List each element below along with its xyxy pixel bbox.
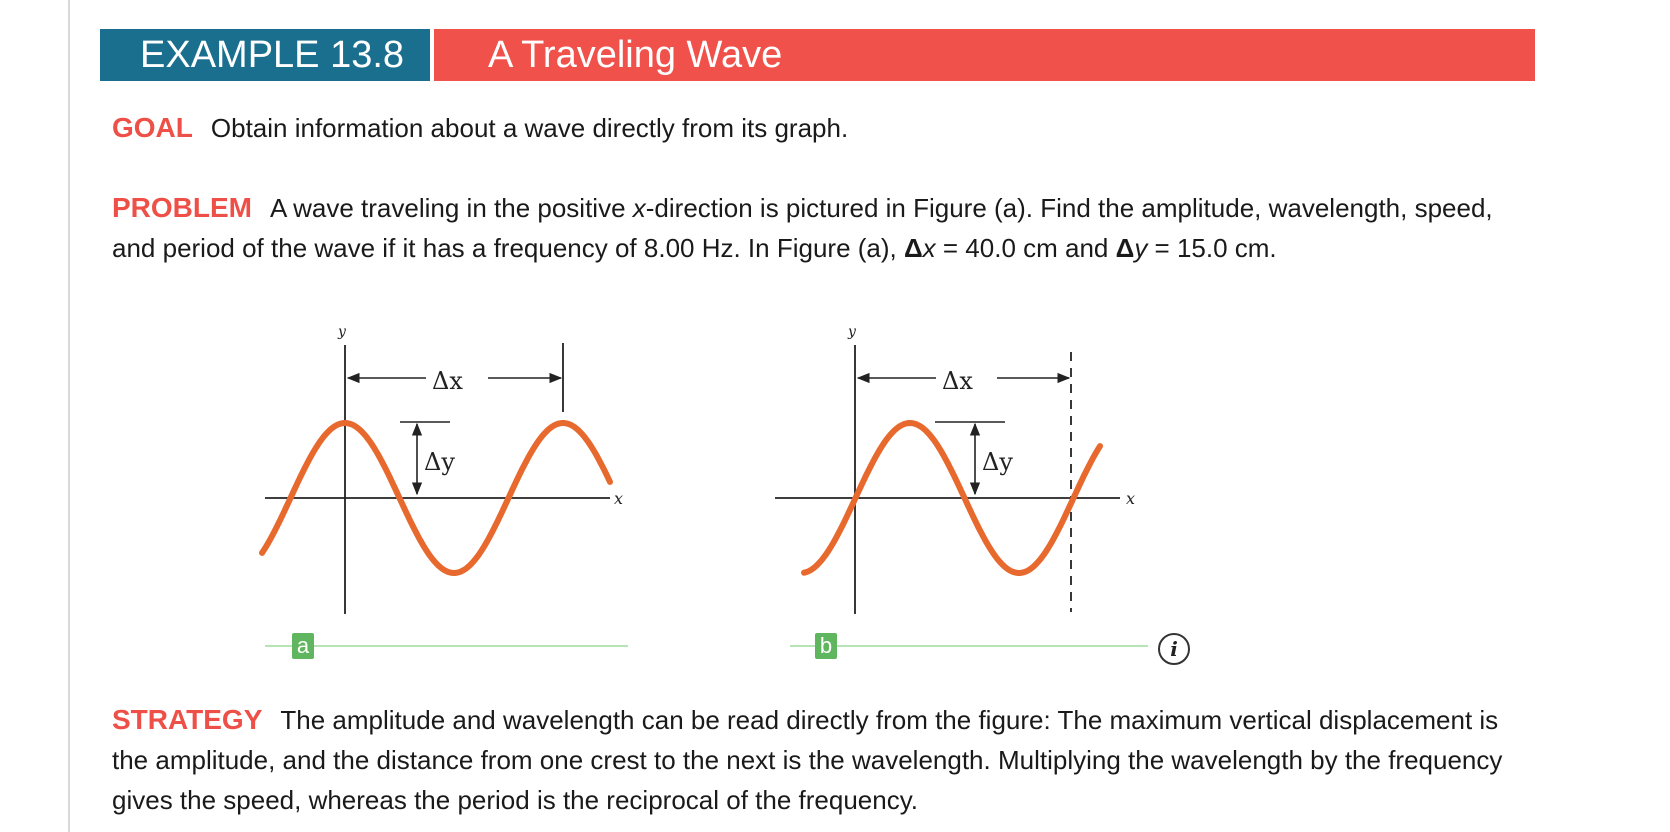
info-icon[interactable]: i (1158, 633, 1190, 665)
figure-b-dy-label: Δy (982, 448, 1013, 476)
example-header (100, 29, 1535, 81)
figure-a-badge: a (292, 633, 314, 659)
delta-symbol-x: Δ (903, 233, 923, 263)
problem-paragraph (112, 188, 1512, 268)
strategy-text: The amplitude and wavelength can be read directly from the figure: The maximum vertical displacement is the amplitude, and the distance from one crest to the next is the wavelength. Multiplying the wavelength by the frequency gives the speed, whereas the period is the reciprocal of the frequency. (112, 705, 1503, 815)
problem-label: PROBLEM (112, 192, 252, 223)
figure-b-badge: b (815, 633, 837, 659)
problem-dy-value: = 15.0 cm. (1147, 233, 1277, 263)
figure-a-dy-label: Δy (424, 448, 455, 476)
figure-b-y-label: y (848, 324, 856, 340)
problem-var-x: x (632, 193, 646, 223)
goal-paragraph (112, 108, 1512, 148)
problem-dy-var: y (1134, 233, 1148, 263)
figure-b-x-label: x (1126, 489, 1136, 508)
problem-text-2: -direction is pictured in Figure (a). Find the amplitude, wavelength, speed, and period of the wave if it has a frequency of 8.00 Hz. In Figure (a), (112, 193, 1493, 263)
figure-a-y-label: y (338, 324, 346, 340)
delta-symbol-y: Δ (1115, 233, 1135, 263)
problem-dx-value: = 40.0 cm and (935, 233, 1116, 263)
figure-a-dx-label: Δx (432, 367, 463, 395)
example-number: EXAMPLE 13.8 (100, 29, 430, 81)
figure-a (262, 324, 628, 646)
example-title: A Traveling Wave (434, 29, 1535, 81)
goal-text: Obtain information about a wave directly from its graph. (210, 113, 849, 143)
problem-dx-var: x (922, 233, 936, 263)
goal-label: GOAL (112, 112, 193, 143)
strategy-label: STRATEGY (112, 704, 263, 735)
problem-text-1: A wave traveling in the positive (270, 193, 633, 223)
figure-b-dx-label: Δx (942, 367, 973, 395)
strategy-paragraph (112, 700, 1512, 820)
figure-a-x-label: x (614, 489, 624, 508)
wave-figures (0, 318, 1670, 678)
figure-b (775, 324, 1148, 646)
